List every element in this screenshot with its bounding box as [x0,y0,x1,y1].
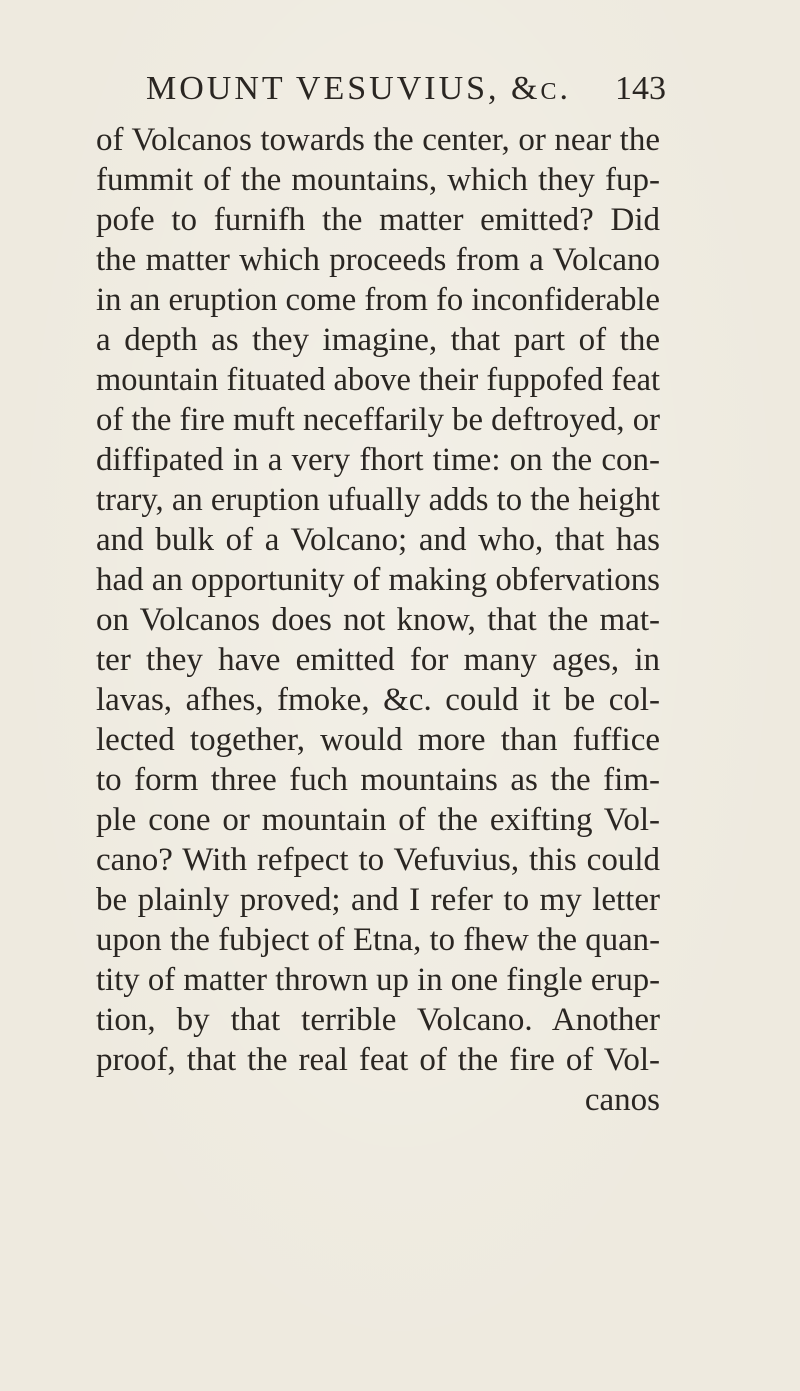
text-line: on Volcanos does not know, that the mat- [96,602,660,638]
text-line: diffipated in a very fhort time: on the con- [96,442,660,478]
text-line: proof, that the real feat of the fire of Vol- [96,1042,660,1078]
text-line: of the fire muft neceffarily be deftroyed, or [96,402,661,438]
text-line: fummit of the mountains, which they fup- [96,162,660,198]
text-line: to form three fuch mountains as the fim- [96,762,660,798]
text-line: be plainly proved; and I refer to my letter [96,882,660,918]
text-line: in an eruption come from fo inconfiderable [96,282,660,318]
text-line: the matter which proceeds from a Volcano [96,242,660,278]
text-line: and bulk of a Volcano; and who, that has [96,522,660,558]
page-number: 143 [615,70,666,107]
text-line: lavas, afhes, fmoke, &c. could it be col- [96,682,660,718]
text-line: pofe to furnifh the matter emitted? Did [96,202,660,238]
text-line: tion, by that terrible Volcano. Another [96,1002,660,1038]
text-line: cano? With refpect to Vefuvius, this could [96,842,660,878]
body-text [96,120,660,1120]
catchword: canos [584,1082,660,1118]
running-head [146,70,666,120]
text-line: had an opportunity of making obfervations [96,562,660,598]
text-line: ter they have emitted for many ages, in [96,642,660,678]
text-line: tity of matter thrown up in one fingle erup- [96,962,660,998]
text-line: upon the fubject of Etna, to fhew the quan- [96,922,661,958]
text-line: lected together, would more than fuffice [96,722,660,758]
text-line: mountain fituated above their fuppofed feat [96,362,660,398]
text-line: a depth as they imagine, that part of the [96,322,660,358]
text-line: ple cone or mountain of the exifting Vol- [96,802,660,838]
running-title: MOUNT VESUVIUS, &c. [146,70,572,107]
text-line: of Volcanos towards the center, or near the [96,122,660,158]
text-line: trary, an eruption ufually adds to the height [96,482,661,518]
